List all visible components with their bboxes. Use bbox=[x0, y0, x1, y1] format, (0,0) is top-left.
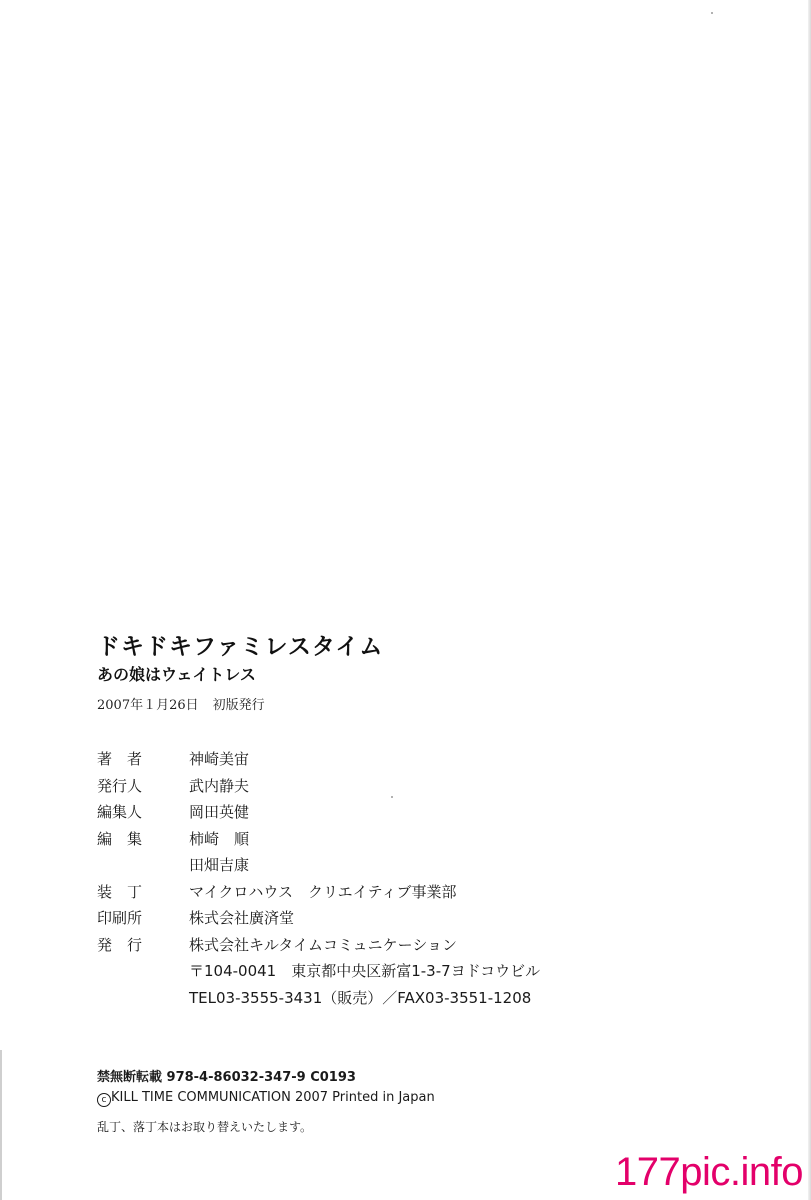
credit-row-editor-2 bbox=[97, 852, 697, 879]
credit-row-author bbox=[97, 746, 697, 773]
credit-label: 発 行 bbox=[97, 935, 143, 954]
copyright-text: KILL TIME COMMUNICATION 2007 Printed in Japan bbox=[111, 1090, 435, 1105]
publication-date-line bbox=[97, 696, 697, 716]
credit-row-design bbox=[97, 879, 697, 906]
colophon-header bbox=[97, 632, 697, 716]
copyright-line bbox=[97, 1088, 697, 1108]
credit-label: 印刷所 bbox=[97, 909, 143, 927]
publisher-address: 〒104-0041 東京都中央区新富1-3-7ヨドコウビル bbox=[189, 962, 541, 980]
credit-label: 編集人 bbox=[97, 803, 143, 821]
credit-value: 株式会社キルタイムコミュニケーション bbox=[189, 935, 458, 954]
watermark: 177pic.info bbox=[615, 1150, 803, 1194]
credit-row-publisher-person bbox=[97, 773, 697, 800]
credit-row-publisher bbox=[97, 932, 697, 959]
credit-value: 岡田英健 bbox=[189, 803, 250, 821]
colophon-footer bbox=[97, 1068, 697, 1137]
credit-value: マイクロハウス クリエイティブ事業部 bbox=[189, 882, 457, 901]
scan-speck bbox=[711, 12, 713, 14]
book-title: ドキドキファミレスタイム bbox=[97, 634, 384, 660]
credit-label: 装 丁 bbox=[97, 882, 143, 901]
credit-value: 柿崎 順 bbox=[189, 829, 250, 848]
publication-date: 2007年１月26日 bbox=[97, 698, 199, 713]
credit-row-contact bbox=[97, 985, 697, 1012]
credit-label: 編 集 bbox=[97, 829, 143, 848]
credit-label bbox=[97, 985, 189, 1012]
credit-row-chief-editor bbox=[97, 799, 697, 826]
book-subtitle: あの娘はウェイトレス bbox=[97, 665, 256, 684]
credit-value: 田畑吉康 bbox=[189, 856, 250, 874]
replacement-notice: 乱丁、落丁本はお取り替えいたします。 bbox=[97, 1120, 313, 1134]
credit-label bbox=[97, 852, 189, 879]
credit-label bbox=[97, 958, 189, 985]
credit-value: 武内静夫 bbox=[189, 776, 250, 795]
credit-row-printer bbox=[97, 905, 697, 932]
page-edge-shadow-left bbox=[0, 1050, 2, 1200]
credit-value: 株式会社廣済堂 bbox=[189, 909, 295, 927]
credit-row-address bbox=[97, 958, 697, 985]
credit-value: 神崎美宙 bbox=[189, 750, 250, 768]
credit-label: 著 者 bbox=[97, 750, 143, 768]
credits-list bbox=[97, 746, 697, 1011]
credit-row-editor bbox=[97, 826, 697, 853]
isbn-line: 禁無断転載 978-4-86032-347-9 C0193 bbox=[97, 1070, 356, 1085]
copyright-icon: c bbox=[97, 1093, 111, 1107]
credit-label: 発行人 bbox=[97, 776, 143, 795]
publisher-contact: TEL03-3555-3431（販売）／FAX03-3551-1208 bbox=[189, 988, 532, 1007]
edition-label: 初版発行 bbox=[212, 698, 265, 713]
